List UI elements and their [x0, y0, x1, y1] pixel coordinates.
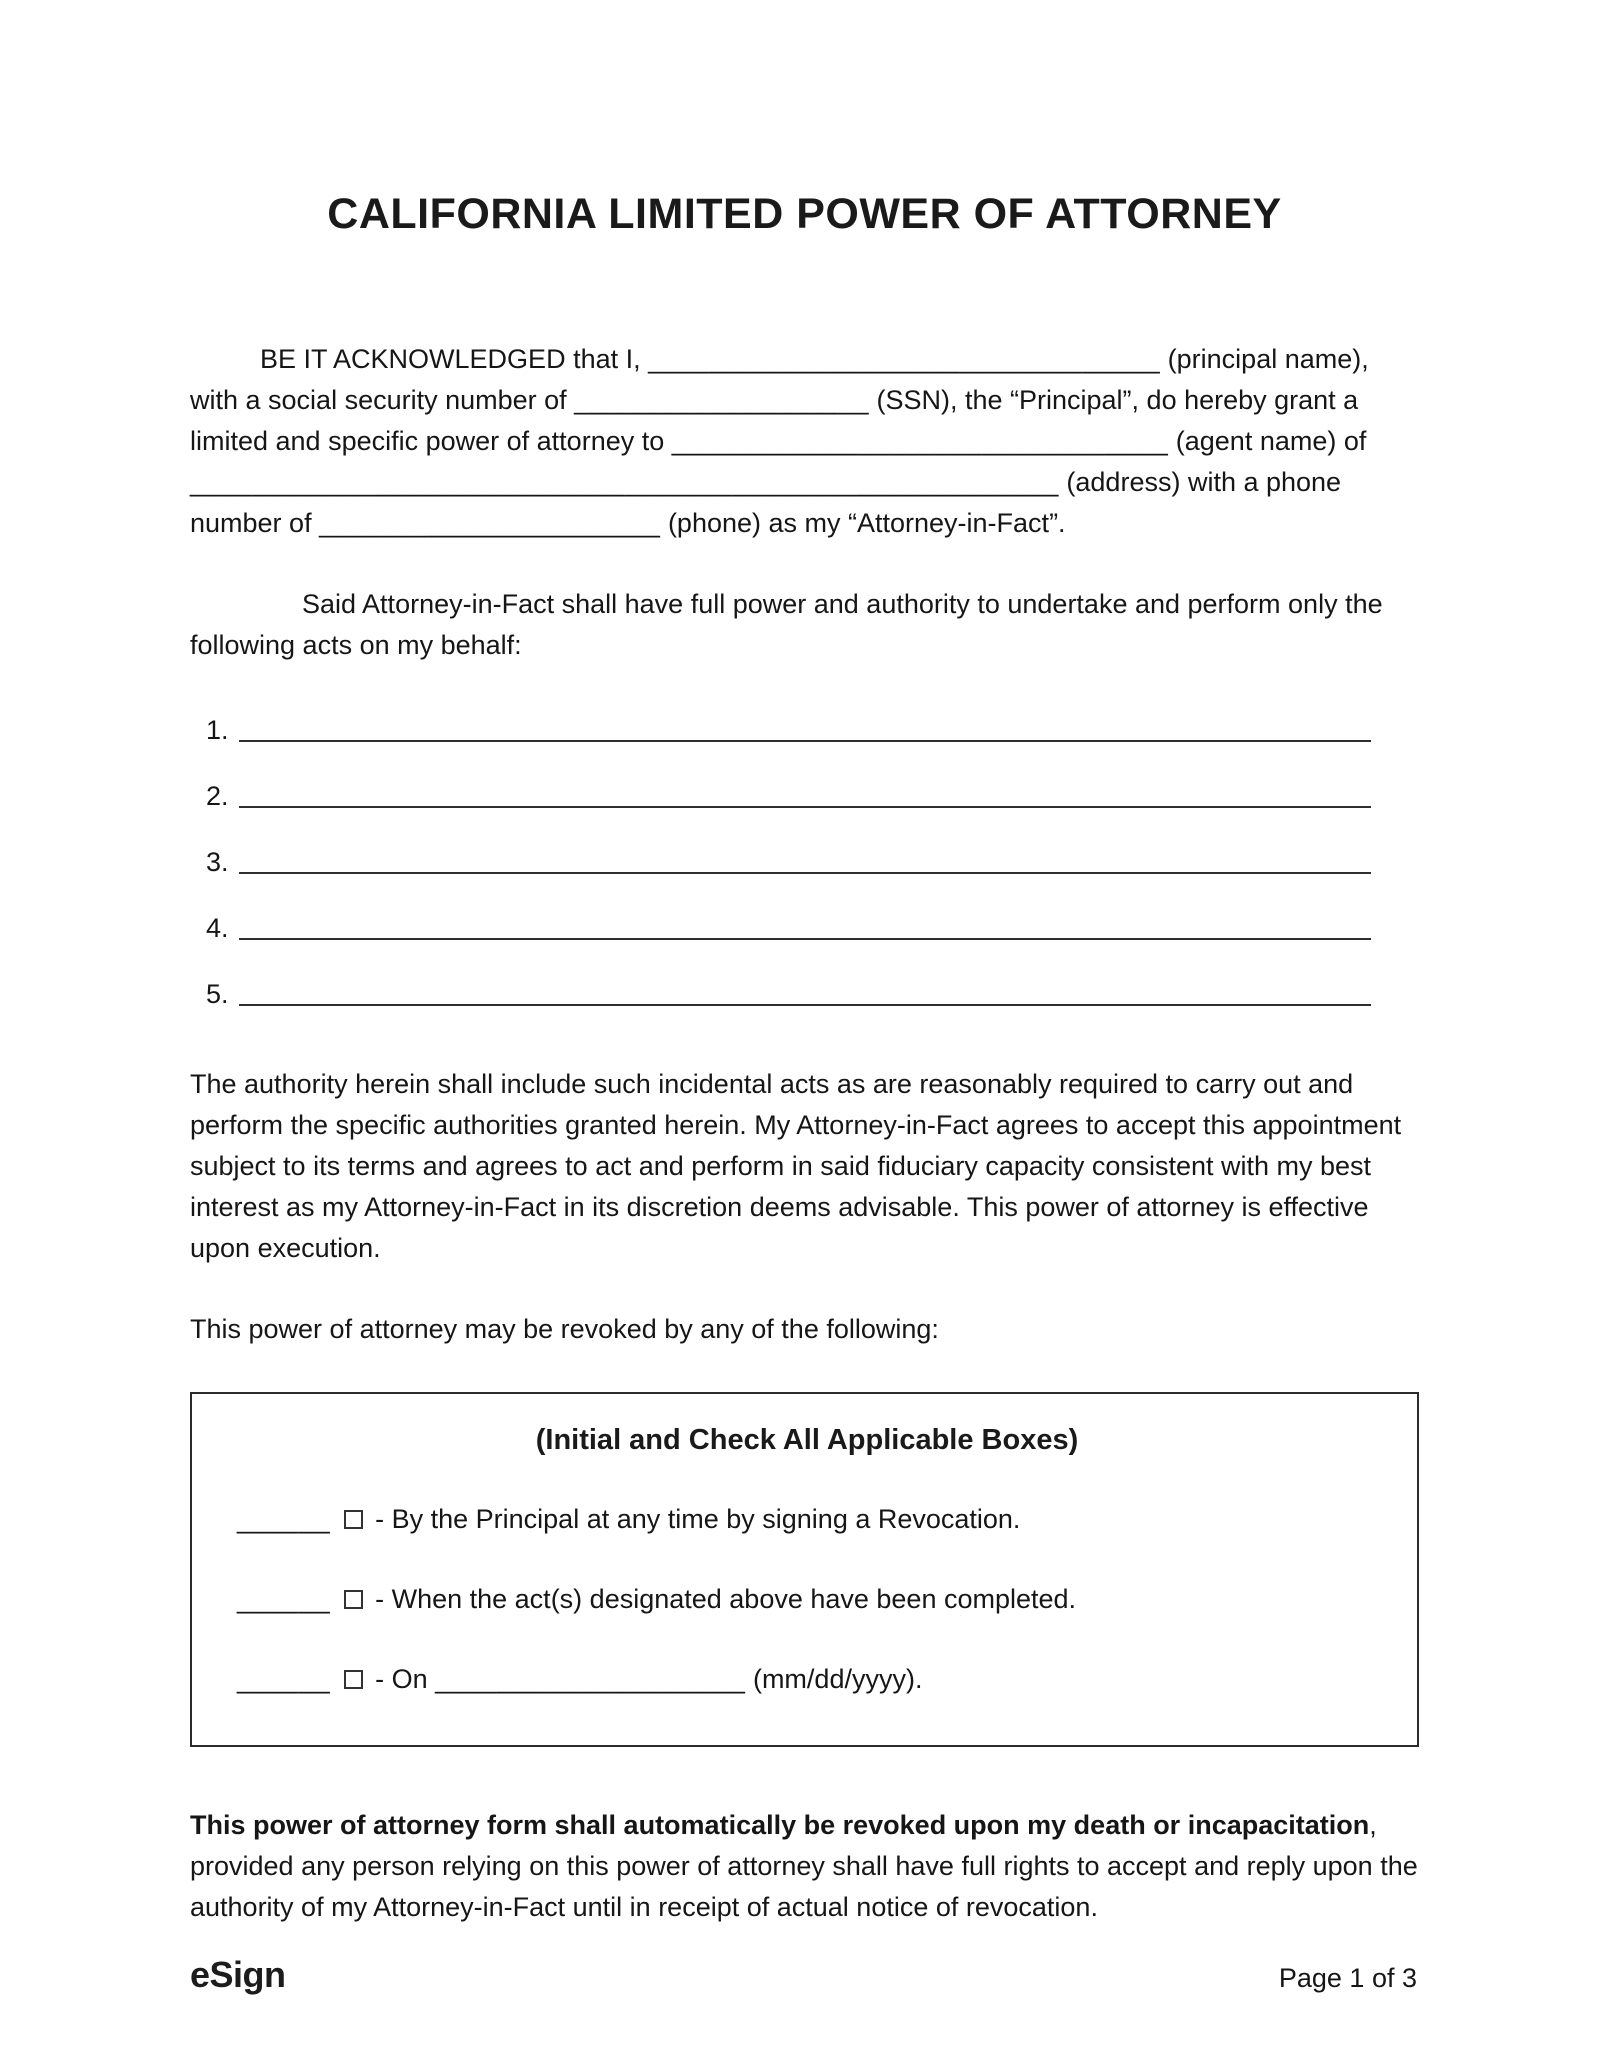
revocation-box-heading: (Initial and Check All Applicable Boxes) [535, 1424, 1079, 1456]
intro-text-4: (agent name) of [1168, 426, 1367, 456]
revocation-option-text: (mm/dd/yyyy). [745, 1664, 923, 1694]
ssn-field[interactable]: ___________________ [574, 385, 869, 415]
address-field[interactable]: ________________________________________________________ [190, 467, 1059, 497]
phone-field[interactable]: ______________________ [319, 508, 661, 538]
acts-list [190, 682, 1419, 1012]
act-number: 5. [206, 979, 229, 1009]
intro-text-3: (SSN), the “Principal”, do hereby grant a limited and specific power of attorney to [190, 385, 1359, 456]
act-item [206, 880, 1419, 946]
revocation-box [190, 1392, 1419, 1747]
authority-paragraph: The authority herein shall include such incidental acts as are reasonably required to carry out and perform the specific authorities granted herein. My Attorney-in-Fact agrees to accept this appointment subject to its terms and agrees to act and perform in said fiduciary capacity consistent with my best interest as my Attorney-in-Fact in its discretion deems advisable. This power of attorney is effective upon execution. [190, 1069, 1402, 1263]
intro-text-1: BE IT ACKNOWLEDGED that I, [260, 344, 649, 374]
act-number: 2. [206, 781, 229, 811]
revocation-intro-paragraph: This power of attorney may be revoked by any of the following: [190, 1314, 939, 1344]
intro-text-6: (phone) as my “Attorney-in-Fact”. [660, 508, 1066, 538]
intro-text-2: (principal name), with a social security number of [190, 344, 1369, 415]
revocation-option-text: - By the Principal at any time by signing a Revocation. [375, 1504, 1021, 1534]
checkbox-icon[interactable] [344, 1670, 363, 1689]
act-number: 1. [206, 715, 229, 745]
act-item [206, 946, 1419, 1012]
intro-text-5: (address) with a phone number of [190, 467, 1342, 538]
act-description-field[interactable] [239, 1004, 1371, 1006]
act-item [206, 682, 1419, 748]
act-number: 3. [206, 847, 229, 877]
revocation-option-text: - When the act(s) designated above have been completed. [375, 1584, 1077, 1614]
initials-field[interactable]: ______ [237, 1584, 331, 1614]
revocation-option-text: - On [375, 1664, 436, 1694]
revocation-option [237, 1661, 1377, 1697]
termination-paragraph [190, 1805, 1419, 1928]
act-description-field[interactable] [239, 872, 1371, 874]
agent-name-field[interactable]: ________________________________ [671, 426, 1169, 456]
act-description-field[interactable] [239, 938, 1371, 940]
act-item [206, 814, 1419, 880]
esign-logo: eSign [190, 1954, 286, 1995]
checkbox-icon[interactable] [344, 1590, 363, 1609]
document-title: CALIFORNIA LIMITED POWER OF ATTORNEY [327, 190, 1282, 238]
revocation-date-field[interactable]: ____________________ [435, 1664, 746, 1694]
initials-field[interactable]: ______ [237, 1664, 331, 1694]
act-description-field[interactable] [239, 740, 1371, 742]
act-item [206, 748, 1419, 814]
page-number: Page 1 of 3 [1278, 1963, 1417, 1993]
initials-field[interactable]: ______ [237, 1504, 331, 1534]
act-number: 4. [206, 913, 229, 943]
revocation-option [237, 1581, 1377, 1617]
termination-rest: , provided any person relying on this power of attorney shall have full rights to accept and reply upon the authority of my Attorney-in-Fact until in receipt of actual notice of revocation. [190, 1810, 1418, 1922]
termination-bold-lead: This power of attorney form shall automatically be revoked upon my death or incapacitation [190, 1810, 1370, 1840]
acts-intro-paragraph: Said Attorney-in-Fact shall have full power and authority to undertake and perform only the following acts on my behalf: [190, 589, 1383, 660]
intro-paragraph [190, 339, 1419, 544]
checkbox-icon[interactable] [344, 1510, 363, 1529]
revocation-option [237, 1501, 1377, 1537]
page-footer [190, 1954, 1417, 1996]
act-description-field[interactable] [239, 806, 1371, 808]
principal-name-field[interactable]: _________________________________ [648, 344, 1161, 374]
